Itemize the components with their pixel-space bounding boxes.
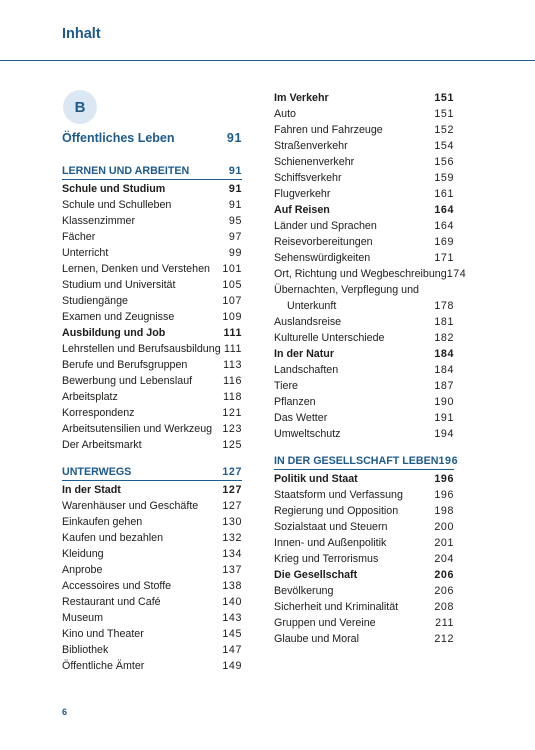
toc-entry[interactable] xyxy=(274,282,454,314)
toc-subsection[interactable] xyxy=(62,181,242,197)
toc-entry[interactable] xyxy=(62,578,242,594)
toc-label: LERNEN UND ARBEITEN xyxy=(62,165,190,177)
toc-page: 125 xyxy=(222,439,242,451)
toc-page: 190 xyxy=(434,396,454,408)
toc-label: Staatsform und Verfassung xyxy=(274,489,403,501)
toc-page: 196 xyxy=(434,473,454,485)
toc-page: 145 xyxy=(222,628,242,640)
toc-entry[interactable] xyxy=(274,266,467,282)
toc-page: 169 xyxy=(434,236,454,248)
toc-label: Gruppen und Vereine xyxy=(274,617,376,629)
toc-entry[interactable] xyxy=(62,389,242,405)
toc-page: 137 xyxy=(222,564,242,576)
toc-page: 118 xyxy=(223,391,242,403)
toc-label: Arbeitsplatz xyxy=(62,391,118,403)
toc-label: Innen- und Außenpolitik xyxy=(274,537,387,549)
toc-chapter[interactable] xyxy=(62,128,242,148)
toc-section-heading[interactable] xyxy=(62,465,242,481)
toc-page: 95 xyxy=(228,215,242,227)
toc-entry[interactable] xyxy=(62,421,242,437)
toc-page: 212 xyxy=(434,633,454,645)
toc-page: 147 xyxy=(222,644,242,656)
page-number: 6 xyxy=(62,707,68,717)
toc-entry[interactable] xyxy=(274,615,454,631)
toc-label: Umweltschutz xyxy=(274,428,341,440)
toc-label: Straßenverkehr xyxy=(274,140,348,152)
toc-page: 107 xyxy=(222,295,242,307)
page-title: Inhalt xyxy=(62,26,101,42)
toc-page: 178 xyxy=(434,300,454,312)
toc-page: 91 xyxy=(228,165,242,177)
toc-entry[interactable] xyxy=(62,357,242,373)
toc-page: 127 xyxy=(222,500,242,512)
toc-page: 156 xyxy=(434,156,454,168)
toc-label: Unterricht xyxy=(62,247,109,259)
toc-label: Klassenzimmer xyxy=(62,215,136,227)
toc-label: Korrespondenz xyxy=(62,407,135,419)
toc-page: 161 xyxy=(434,188,454,200)
toc-label: Kulturelle Unterschiede xyxy=(274,332,385,344)
toc-label: Landschaften xyxy=(274,364,339,376)
toc-entry[interactable] xyxy=(62,642,242,658)
toc-label: Restaurant und Café xyxy=(62,596,161,608)
toc-entry[interactable] xyxy=(274,330,454,346)
toc-entry[interactable] xyxy=(274,378,454,394)
toc-entry[interactable] xyxy=(274,362,454,378)
toc-entry[interactable] xyxy=(62,658,242,674)
toc-page: 151 xyxy=(434,108,454,120)
toc-page: 174 xyxy=(446,268,467,280)
header-rule xyxy=(0,60,535,61)
toc-label: Schule und Studium xyxy=(62,183,166,195)
toc-page: 204 xyxy=(434,553,454,565)
toc-label: Länder und Sprachen xyxy=(274,220,377,232)
toc-label: Öffentliche Ämter xyxy=(62,660,145,672)
toc-label: Bewerbung und Lebenslauf xyxy=(62,375,193,387)
toc-label: Museum xyxy=(62,612,103,624)
toc-column-left xyxy=(62,90,242,674)
toc-label: Warenhäuser und Geschäfte xyxy=(62,500,199,512)
toc-label: Pflanzen xyxy=(274,396,316,408)
toc-page: 91 xyxy=(228,183,242,195)
toc-label: Auslandsreise xyxy=(274,316,342,328)
toc-page: 198 xyxy=(434,505,454,517)
toc-page: 206 xyxy=(434,585,454,597)
toc-page: 134 xyxy=(222,548,242,560)
toc-page: 132 xyxy=(222,532,242,544)
toc-entry[interactable] xyxy=(62,437,242,453)
toc-page: 206 xyxy=(434,569,454,581)
toc-entry[interactable] xyxy=(62,546,242,562)
toc-label: Flugverkehr xyxy=(274,188,331,200)
toc-label: Schule und Schulleben xyxy=(62,199,172,211)
toc-label: Fächer xyxy=(62,231,96,243)
toc-page: 116 xyxy=(223,375,242,387)
toc-subsection[interactable] xyxy=(62,482,242,498)
toc-page: 208 xyxy=(434,601,454,613)
toc-subsection[interactable] xyxy=(274,567,454,583)
toc-page: 171 xyxy=(434,252,454,264)
toc-entry[interactable] xyxy=(62,229,242,245)
toc-page: 151 xyxy=(434,92,454,104)
toc-section-heading[interactable] xyxy=(62,164,242,180)
toc-label: Kino und Theater xyxy=(62,628,144,640)
toc-label-continuation: Unterkunft xyxy=(287,300,337,312)
spacer xyxy=(274,442,454,454)
toc-subsection[interactable] xyxy=(274,90,454,106)
toc-label: Sicherheit und Kriminalität xyxy=(274,601,399,613)
toc-entry[interactable] xyxy=(62,498,242,514)
toc-page: 99 xyxy=(228,247,242,259)
toc-label: Regierung und Opposition xyxy=(274,505,399,517)
toc-label: Sozialstaat und Steuern xyxy=(274,521,388,533)
toc-page: 196 xyxy=(438,455,459,467)
toc-page: 105 xyxy=(222,279,242,291)
toc-label: In der Stadt xyxy=(62,484,121,496)
toc-entry[interactable] xyxy=(62,626,242,642)
toc-label: Sehenswürdigkeiten xyxy=(274,252,371,264)
toc-entry[interactable] xyxy=(274,170,454,186)
toc-page: 184 xyxy=(434,364,454,376)
toc-label: Studiengänge xyxy=(62,295,128,307)
toc-page: 164 xyxy=(434,220,454,232)
toc-page: 191 xyxy=(434,412,454,424)
toc-label: Kleidung xyxy=(62,548,104,560)
toc-label: Ausbildung und Job xyxy=(62,327,166,339)
toc-page: 200 xyxy=(434,521,454,533)
toc-page: 97 xyxy=(228,231,242,243)
toc-page: 143 xyxy=(222,612,242,624)
toc-page: 101 xyxy=(222,263,242,275)
part-badge: B xyxy=(63,90,97,124)
toc-subsection[interactable] xyxy=(274,202,454,218)
toc-entry[interactable] xyxy=(62,373,242,389)
toc-label: Kaufen und bezahlen xyxy=(62,532,164,544)
toc-page: 138 xyxy=(222,580,242,592)
toc-label: Das Wetter xyxy=(274,412,328,424)
toc-label: Examen und Zeugnisse xyxy=(62,311,175,323)
toc-page: 211 xyxy=(435,617,454,629)
toc-label: Accessoires und Stoffe xyxy=(62,580,172,592)
toc-label: Die Gesellschaft xyxy=(274,569,358,581)
toc-entry[interactable] xyxy=(62,530,242,546)
toc-page: 109 xyxy=(222,311,242,323)
spacer xyxy=(62,453,242,465)
toc-page: 111 xyxy=(223,327,242,339)
toc-page: 127 xyxy=(222,484,242,496)
toc-label: IN DER GESELLSCHAFT LEBEN xyxy=(274,455,439,467)
toc-entry[interactable] xyxy=(274,138,454,154)
toc-entry[interactable] xyxy=(274,106,454,122)
toc-column-right xyxy=(274,90,467,647)
toc-entry[interactable] xyxy=(62,562,242,578)
toc-label: Glaube und Moral xyxy=(274,633,359,645)
toc-label: Im Verkehr xyxy=(274,92,329,104)
toc-label: Tiere xyxy=(274,380,298,392)
toc-label: Studium und Universität xyxy=(62,279,176,291)
toc-subsection[interactable] xyxy=(274,471,454,487)
toc-entry[interactable] xyxy=(274,583,454,599)
toc-label: Auf Reisen xyxy=(274,204,330,216)
toc-label: Fahren und Fahrzeuge xyxy=(274,124,383,136)
toc-label: Politik und Staat xyxy=(274,473,358,485)
toc-subsection[interactable] xyxy=(62,325,242,341)
toc-entry[interactable] xyxy=(274,551,454,567)
toc-label: Auto xyxy=(274,108,296,120)
toc-entry[interactable] xyxy=(274,218,454,234)
toc-page: 91 xyxy=(226,131,242,145)
toc-page: 111 xyxy=(223,343,242,355)
toc-page: 194 xyxy=(434,428,454,440)
toc-section-heading[interactable] xyxy=(274,454,459,470)
toc-label: Bevölkerung xyxy=(274,585,334,597)
toc-entry[interactable] xyxy=(274,394,454,410)
toc-subsection[interactable] xyxy=(274,346,454,362)
toc-entry[interactable] xyxy=(274,154,454,170)
toc-page: 113 xyxy=(223,359,242,371)
toc-page: 121 xyxy=(222,407,242,419)
toc-entry[interactable] xyxy=(62,277,242,293)
toc-page: 182 xyxy=(434,332,454,344)
toc-page: 196 xyxy=(434,489,454,501)
toc-page: 123 xyxy=(222,423,242,435)
toc-entry[interactable] xyxy=(62,293,242,309)
toc-page: 181 xyxy=(434,316,454,328)
toc-label: Krieg und Terrorismus xyxy=(274,553,379,565)
toc-page: 91 xyxy=(228,199,242,211)
toc-page: 187 xyxy=(434,380,454,392)
toc-label: Einkaufen gehen xyxy=(62,516,143,528)
toc-entry[interactable] xyxy=(274,122,454,138)
toc-entry[interactable] xyxy=(274,250,454,266)
toc-label: Lernen, Denken und Verstehen xyxy=(62,263,210,275)
toc-entry[interactable] xyxy=(274,487,454,503)
toc-label: UNTERWEGS xyxy=(62,466,132,478)
toc-label: Öffentliches Leben xyxy=(62,131,175,145)
toc-entry[interactable] xyxy=(274,535,454,551)
toc-page: 149 xyxy=(222,660,242,672)
toc-entry[interactable] xyxy=(62,514,242,530)
toc-entry[interactable] xyxy=(274,426,454,442)
toc-label: Reisevorbereitungen xyxy=(274,236,373,248)
toc-entry[interactable] xyxy=(274,410,454,426)
toc-page: 184 xyxy=(434,348,454,360)
toc-label: Schienenverkehr xyxy=(274,156,355,168)
toc-entry[interactable] xyxy=(62,309,242,325)
toc-entry[interactable] xyxy=(62,341,242,357)
toc-label: Der Arbeitsmarkt xyxy=(62,439,142,451)
toc-page: 201 xyxy=(434,537,454,549)
toc-entry[interactable] xyxy=(62,197,242,213)
toc-page: 127 xyxy=(222,466,242,478)
toc-entry[interactable] xyxy=(62,261,242,277)
toc-entry[interactable] xyxy=(274,186,454,202)
toc-label: Berufe und Berufsgruppen xyxy=(62,359,188,371)
spacer xyxy=(62,148,242,164)
toc-page: 159 xyxy=(434,172,454,184)
toc-label-line: Übernachten, Verpflegung und xyxy=(274,284,419,296)
toc-entry[interactable] xyxy=(62,405,242,421)
toc-page: 152 xyxy=(434,124,454,136)
toc-entry[interactable] xyxy=(62,594,242,610)
toc-page: 140 xyxy=(222,596,242,608)
toc-label: Anprobe xyxy=(62,564,103,576)
toc-entry[interactable] xyxy=(62,610,242,626)
toc-label: Schiffsverkehr xyxy=(274,172,342,184)
toc-entry[interactable] xyxy=(62,213,242,229)
toc-entry[interactable] xyxy=(274,519,454,535)
toc-page: 130 xyxy=(222,516,242,528)
toc-page: 164 xyxy=(434,204,454,216)
toc-entry[interactable] xyxy=(274,503,454,519)
toc-label: In der Natur xyxy=(274,348,334,360)
toc-label: Bibliothek xyxy=(62,644,109,656)
toc-page: 154 xyxy=(434,140,454,152)
toc-entry[interactable] xyxy=(274,631,454,647)
toc-label: Arbeitsutensilien und Werkzeug xyxy=(62,423,213,435)
toc-entry[interactable] xyxy=(62,245,242,261)
toc-label xyxy=(274,282,434,314)
toc-entry[interactable] xyxy=(274,599,454,615)
toc-label: Lehrstellen und Berufsausbildung xyxy=(62,343,221,355)
toc-entry[interactable] xyxy=(274,234,454,250)
toc-label: Ort, Richtung und Wegbeschreibung xyxy=(274,268,447,280)
toc-entry[interactable] xyxy=(274,314,454,330)
